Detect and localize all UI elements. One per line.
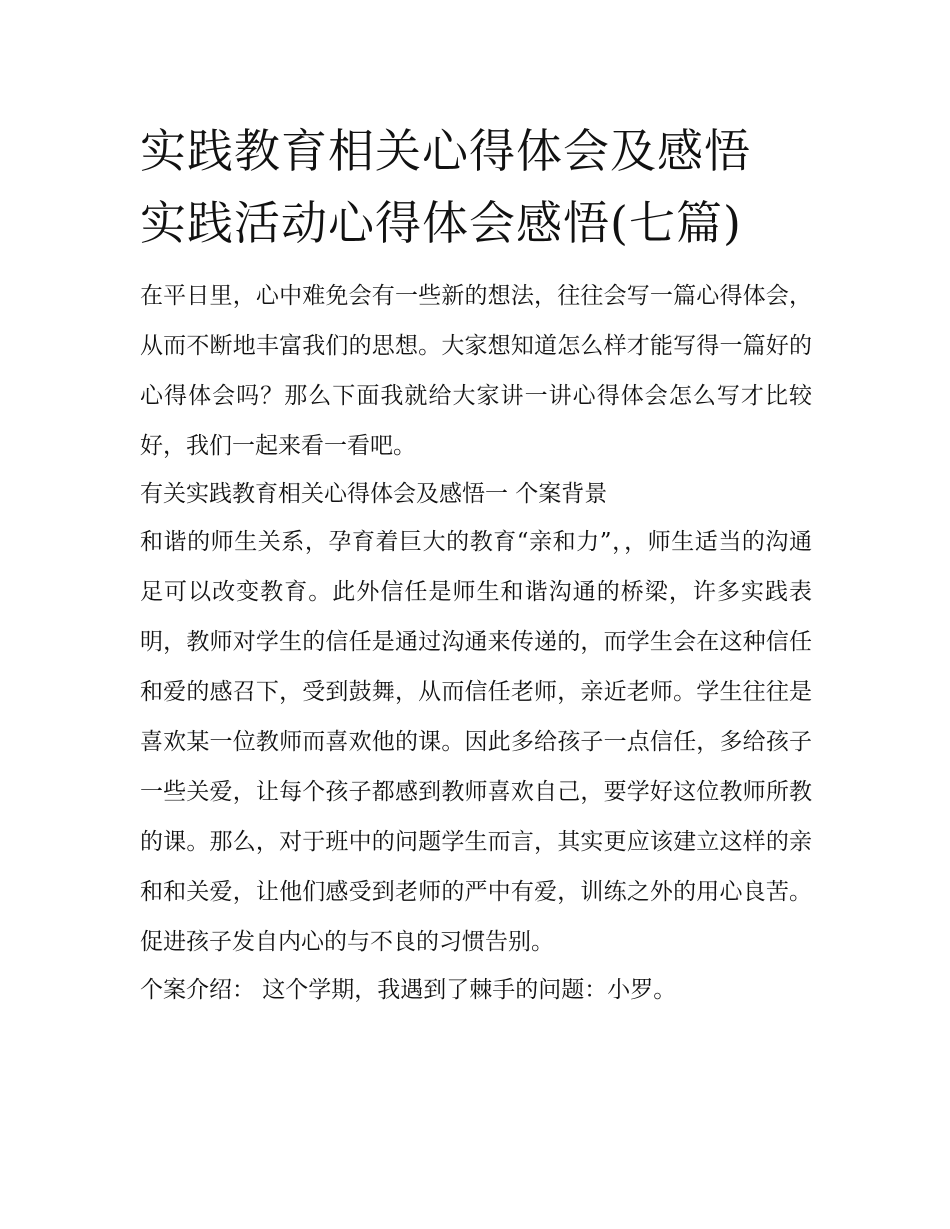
section-heading: 有关实践教育相关心得体会及感悟一 个案背景 xyxy=(140,481,608,507)
title-line-1: 实践教育相关心得体会及感悟 xyxy=(140,124,751,178)
title-line-2: 实践活动心得体会感悟(七篇) xyxy=(140,196,742,250)
document-title xyxy=(140,115,812,259)
document-page xyxy=(140,115,812,1013)
intro-paragraph: 在平日里，心中难免会有一些新的想法，往往会写一篇心得体会，从而不断地丰富我们的思想。大家想知道怎么样才能写得一篇好的心得体会吗？那么下面我就给大家讲一讲心得体会怎么写才比较好，我们一起来看一看吧。 xyxy=(140,283,812,459)
body-paragraph: 和谐的师生关系，孕育着巨大的教育“亲和力”，，师生适当的沟通足可以改变教育。此外信任是师生和谐沟通的桥梁，许多实践表明，教师对学生的信任是通过沟通来传递的，而学生会在这种信任和爱的感召下，受到鼓舞，从而信任老师，亲近老师。学生往往是喜欢某一位教师而喜欢他的课。因此多给孩子一点信任，多给孩子一些关爱，让每个孩子都感到教师喜欢自己，要学好这位教师所教的课。那么，对于班中的问题学生而言，其实更应该建立这样的亲和和关爱，让他们感受到老师的严中有爱，训练之外的用心良苦。促进孩子发自内心的与不良的习惯告别。 xyxy=(140,529,812,955)
case-intro-paragraph: 个案介绍： 这个学期，我遇到了棘手的问题：小罗。 xyxy=(140,977,677,1003)
